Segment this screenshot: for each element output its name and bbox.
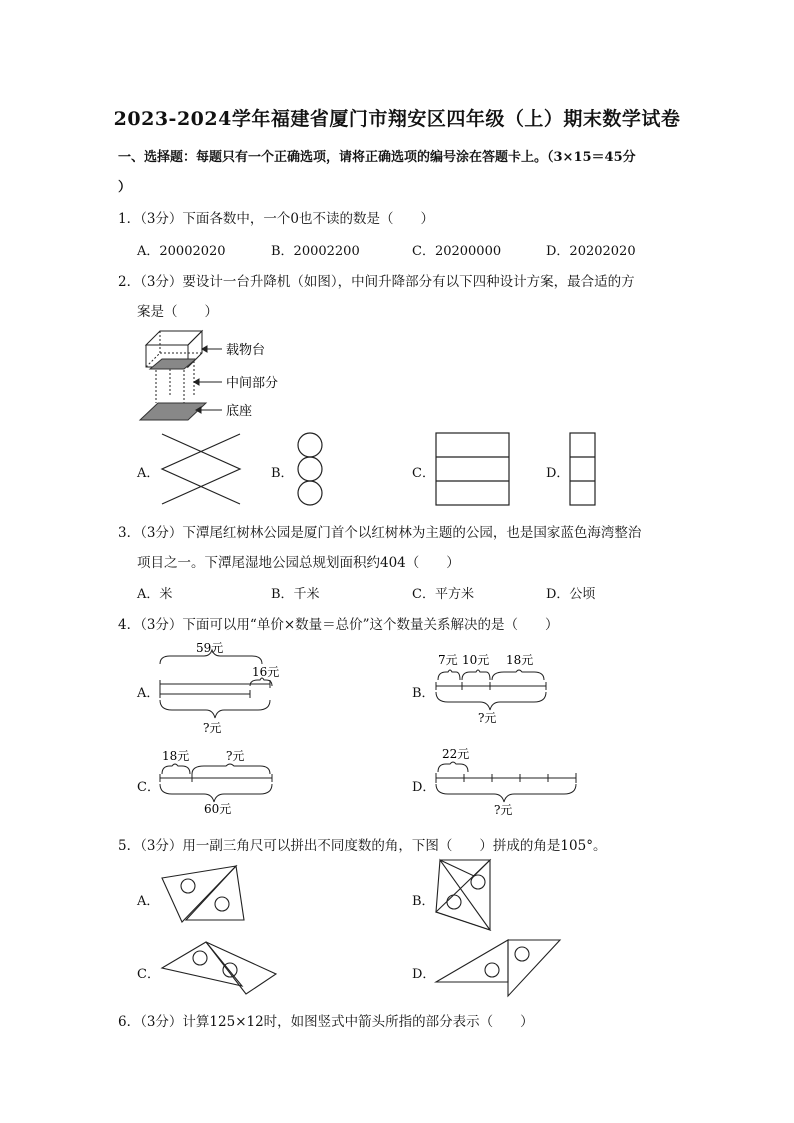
q5-b-set-squares (434, 858, 496, 932)
q2-b-circles-design (294, 432, 326, 508)
q4-d-bar-diagram (434, 742, 580, 818)
q4-b-label-total: ?元 (478, 711, 497, 725)
q4-c-label-18: 18元 (162, 749, 190, 763)
q5-option-a[interactable]: A． (137, 894, 160, 909)
platform-plate (150, 359, 196, 369)
question-3-stem-continued: 项目之一。下潭尾湿地公园总规划面积约404（ ） (137, 555, 460, 571)
q2-option-d[interactable]: D． (546, 466, 570, 481)
q5-option-d[interactable]: D． (412, 967, 436, 982)
base-plate (140, 403, 206, 420)
q1-option-d[interactable]: D．20202020 (546, 244, 636, 259)
q3-option-c[interactable]: C．平方米 (412, 587, 474, 602)
middle-part-label: 中间部分 (226, 376, 279, 391)
q1-option-b[interactable]: B．20002200 (271, 244, 360, 259)
q3-option-d[interactable]: D．公顷 (546, 587, 596, 602)
q5-c-set-squares (160, 938, 280, 996)
q4-option-b[interactable]: B． (412, 686, 435, 701)
question-5-stem: 5．（3分）用一副三角尺可以拼出不同度数的角，下图（ ）拼成的角是105°。 (118, 838, 607, 854)
q4-option-c[interactable]: C． (137, 780, 160, 795)
platform-label: 载物台 (226, 343, 266, 358)
q3-option-b[interactable]: B．千米 (271, 587, 320, 602)
q4-a-label-59: 59元 (196, 641, 224, 655)
question-6-stem: 6．（3分）计算125×12时，如图竖式中箭头所指的部分表示（ ） (118, 1014, 534, 1030)
question-3-stem: 3．（3分）下潭尾红树林公园是厦门首个以红树林为主题的公园，也是国家蓝色海湾整治 (118, 525, 642, 541)
q2-c-rectangles-design (435, 432, 511, 508)
elevator-figure (136, 325, 279, 425)
q4-a-label-16: 16元 (252, 665, 280, 679)
q2-option-b[interactable]: B． (271, 466, 294, 481)
q4-c-label-unknown: ?元 (226, 749, 245, 763)
q4-c-bar-diagram (158, 746, 278, 818)
q2-d-squares-design (569, 432, 597, 508)
q4-c-label-60: 60元 (204, 802, 232, 816)
q4-a-bar-diagram (158, 640, 278, 736)
q1-option-a[interactable]: A．20002020 (137, 244, 226, 259)
q4-d-label-22: 22元 (442, 747, 470, 761)
q4-b-label-10: 10元 (462, 653, 490, 667)
question-2-stem: 2．（3分）要设计一台升降机（如图），中间升降部分有以下四种设计方案，最合适的方 (118, 274, 635, 290)
question-1-stem: 1．（3分）下面各数中，一个0也不读的数是（ ） (118, 211, 435, 227)
q1-option-c[interactable]: C．20200000 (412, 244, 502, 259)
q4-option-a[interactable]: A． (137, 686, 160, 701)
q3-option-a[interactable]: A．米 (137, 587, 173, 602)
q4-a-label-total: ?元 (203, 721, 222, 735)
q5-option-b[interactable]: B． (412, 894, 435, 909)
q5-d-set-squares (434, 938, 562, 998)
q5-a-set-squares (160, 864, 246, 926)
page-title: 2023-2024学年福建省厦门市翔安区四年级（上）期末数学试卷 (113, 108, 681, 130)
q4-option-d[interactable]: D． (412, 780, 436, 795)
section-heading: 一、选择题：每题只有一个正确选项，请将正确选项的编号涂在答题卡上。（3×15＝45分 (118, 150, 636, 165)
question-2-stem-continued: 案是（ ） (137, 304, 218, 320)
q5-option-c[interactable]: C． (137, 967, 160, 982)
q2-option-c[interactable]: C． (412, 466, 435, 481)
q2-option-a[interactable]: A． (137, 466, 160, 481)
q4-b-label-18: 18元 (506, 653, 534, 667)
section-heading-continued: ） (118, 180, 132, 195)
question-4-stem: 4．（3分）下面可以用“单价×数量＝总价”这个数量关系解决的是（ ） (118, 617, 559, 633)
q4-d-label-total: ?元 (494, 803, 513, 817)
q4-b-label-7: 7元 (438, 653, 458, 667)
q2-a-cross-design (160, 432, 242, 506)
base-label: 底座 (226, 404, 253, 419)
q4-b-bar-diagram (434, 648, 550, 728)
